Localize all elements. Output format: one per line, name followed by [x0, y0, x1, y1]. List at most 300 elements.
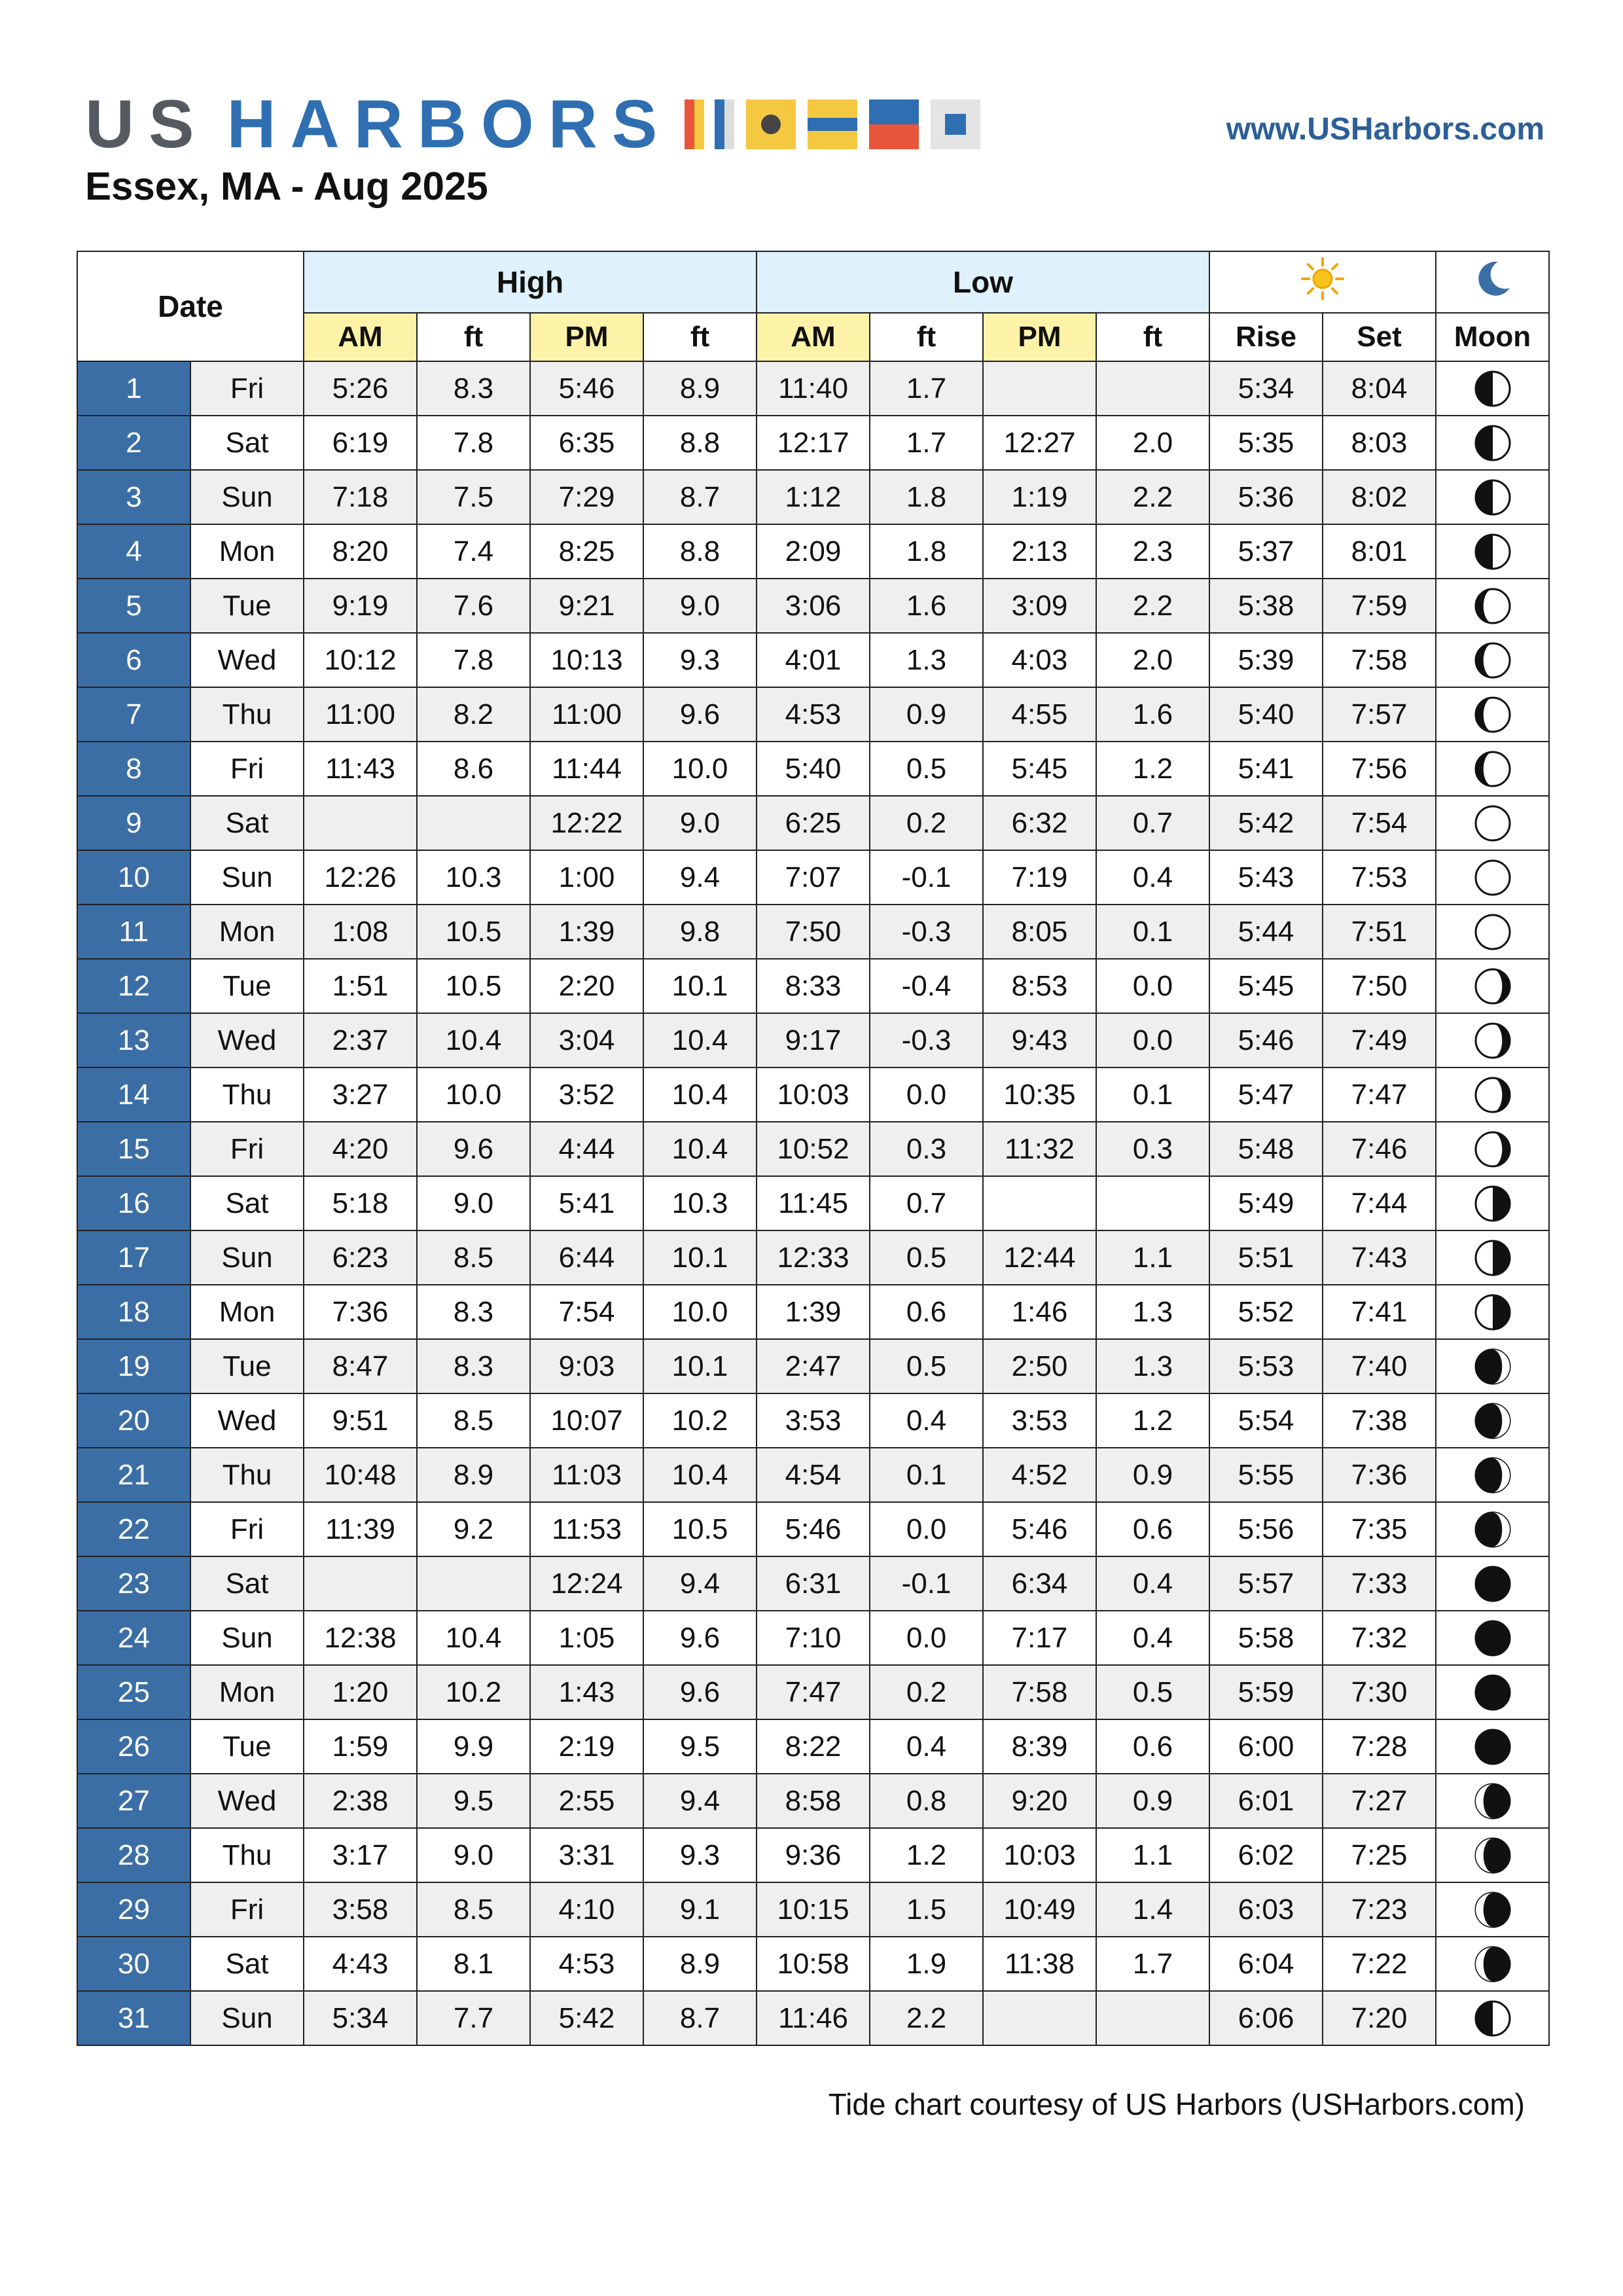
weekday-cell: Thu: [190, 687, 304, 742]
low-header: Low: [757, 251, 1209, 313]
sunset-cell: 7:23: [1323, 1882, 1436, 1937]
low-pm-time-cell: 11:38: [983, 1937, 1096, 1991]
date-header: Date: [77, 251, 304, 361]
signal-flags-icon: [685, 99, 980, 149]
high-pm-height-cell: 10.5: [643, 1502, 757, 1556]
day-number-cell: 21: [77, 1448, 190, 1502]
low-am-height-cell: 0.5: [870, 1339, 983, 1393]
low-pm-height-cell: 0.9: [1096, 1774, 1209, 1828]
low-am-height-cell: 1.6: [870, 579, 983, 633]
high-am-height-cell: 10.5: [417, 905, 530, 959]
high-am-time-cell: [304, 796, 417, 850]
low-am-height-cell: 1.8: [870, 524, 983, 579]
weekday-cell: Sat: [190, 796, 304, 850]
low-pm-height-cell: 1.1: [1096, 1828, 1209, 1882]
logo-us-text: US: [85, 86, 209, 162]
high-pm-time-cell: 5:42: [530, 1991, 643, 2045]
low-am-time-cell: 5:40: [757, 742, 870, 796]
weekday-cell: Wed: [190, 633, 304, 687]
sunset-cell: 8:04: [1323, 361, 1436, 416]
low-am-height-cell: 0.8: [870, 1774, 983, 1828]
day-number-cell: 13: [77, 1013, 190, 1067]
sunset-cell: 7:44: [1323, 1176, 1436, 1230]
weekday-cell: Sat: [190, 416, 304, 470]
sunset-cell: 7:36: [1323, 1448, 1436, 1502]
day-number-cell: 3: [77, 470, 190, 524]
high-am-time-cell: 8:47: [304, 1339, 417, 1393]
high-am-height-cell: 7.8: [417, 633, 530, 687]
high-am-time-cell: 4:20: [304, 1122, 417, 1176]
low-am-height-cell: -0.1: [870, 1556, 983, 1611]
high-pm-time-cell: 6:44: [530, 1230, 643, 1285]
low-am-height-cell: -0.1: [870, 850, 983, 905]
day-number-cell: 28: [77, 1828, 190, 1882]
table-row: [77, 1502, 1549, 1556]
low-pm-time-cell: 8:05: [983, 905, 1096, 959]
low-pm-time-cell: [983, 1176, 1096, 1230]
moon-phase-icon: [1436, 524, 1549, 579]
high-am-height-cell: 7.8: [417, 416, 530, 470]
low-pm-height-cell: [1096, 1991, 1209, 2045]
day-number-cell: 10: [77, 850, 190, 905]
weekday-cell: Thu: [190, 1067, 304, 1122]
moon-phase-icon: [1436, 361, 1549, 416]
moon-phase-icon: [1436, 1502, 1549, 1556]
low-pm-height-cell: 1.4: [1096, 1882, 1209, 1937]
moon-phase-icon: [1436, 1774, 1549, 1828]
sunrise-cell: 5:34: [1209, 361, 1323, 416]
high-pm-height-cell: 9.4: [643, 1556, 757, 1611]
sunset-header: Set: [1323, 313, 1436, 361]
high-am-time-cell: 12:38: [304, 1611, 417, 1665]
low-pm-height-cell: 2.3: [1096, 524, 1209, 579]
day-number-cell: 26: [77, 1719, 190, 1774]
moon-phase-icon: [1436, 1122, 1549, 1176]
high-pm-time-cell: 8:25: [530, 524, 643, 579]
sunset-cell: 8:03: [1323, 416, 1436, 470]
low-am-height-cell: 2.2: [870, 1991, 983, 2045]
high-am-time-cell: 4:43: [304, 1937, 417, 1991]
low-am-time-cell: 8:58: [757, 1774, 870, 1828]
high-am-height-cell: 8.5: [417, 1882, 530, 1937]
low-pm-time-cell: 10:35: [983, 1067, 1096, 1122]
sunrise-cell: 5:56: [1209, 1502, 1323, 1556]
high-am-height-cell: 8.5: [417, 1393, 530, 1448]
high-am-height-cell: 8.3: [417, 1339, 530, 1393]
day-number-cell: 15: [77, 1122, 190, 1176]
high-pm-height-cell: 9.4: [643, 1774, 757, 1828]
low-am-time-cell: 8:22: [757, 1719, 870, 1774]
sunset-cell: 7:46: [1323, 1122, 1436, 1176]
high-am-time-cell: 11:00: [304, 687, 417, 742]
high-pm-time-cell: 3:52: [530, 1067, 643, 1122]
high-am-height-cell: 8.3: [417, 361, 530, 416]
high-pm-height-cell: 9.6: [643, 687, 757, 742]
high-pm-height-cell: 8.8: [643, 416, 757, 470]
weekday-cell: Thu: [190, 1828, 304, 1882]
high-am-height-cell: 10.3: [417, 850, 530, 905]
high-am-time-cell: 2:38: [304, 1774, 417, 1828]
low-pm-time-cell: 4:55: [983, 687, 1096, 742]
low-am-time-cell: 7:47: [757, 1665, 870, 1719]
moon-phase-icon: [1436, 742, 1549, 796]
weekday-cell: Mon: [190, 524, 304, 579]
weekday-cell: Tue: [190, 579, 304, 633]
low-pm-time-cell: 9:20: [983, 1774, 1096, 1828]
day-number-cell: 1: [77, 361, 190, 416]
weekday-cell: Fri: [190, 1122, 304, 1176]
weekday-cell: Sun: [190, 1611, 304, 1665]
high-am-time-cell: 9:19: [304, 579, 417, 633]
moon-phase-icon: [1436, 1448, 1549, 1502]
sun-icon: [1300, 256, 1346, 302]
high-am-header: AM: [304, 313, 417, 361]
sunrise-cell: 5:54: [1209, 1393, 1323, 1448]
moon-phase-icon: [1436, 959, 1549, 1013]
sunrise-cell: 5:58: [1209, 1611, 1323, 1665]
low-pm-time-cell: 12:27: [983, 416, 1096, 470]
sunrise-cell: 6:01: [1209, 1774, 1323, 1828]
table-row: [77, 633, 1549, 687]
high-pm-height-cell: 9.8: [643, 905, 757, 959]
sunset-cell: 7:22: [1323, 1937, 1436, 1991]
weekday-cell: Mon: [190, 1285, 304, 1339]
high-header: High: [304, 251, 757, 313]
low-am-height-cell: 1.7: [870, 361, 983, 416]
high-pm-time-cell: 5:41: [530, 1176, 643, 1230]
weekday-cell: Sun: [190, 1991, 304, 2045]
table-row: [77, 1665, 1549, 1719]
high-pm-time-cell: 2:55: [530, 1774, 643, 1828]
low-pm-height-cell: 1.7: [1096, 1937, 1209, 1991]
day-number-cell: 12: [77, 959, 190, 1013]
moon-phase-icon: [1436, 1556, 1549, 1611]
high-am-time-cell: 12:26: [304, 850, 417, 905]
moon-phase-icon: [1436, 579, 1549, 633]
high-am-time-cell: 5:18: [304, 1176, 417, 1230]
high-pm-height-cell: 9.3: [643, 633, 757, 687]
low-am-time-cell: 7:07: [757, 850, 870, 905]
sunset-cell: 7:33: [1323, 1556, 1436, 1611]
weekday-cell: Sun: [190, 850, 304, 905]
moon-phase-icon: [1436, 1393, 1549, 1448]
high-pm-height-cell: 8.9: [643, 1937, 757, 1991]
low-am-height-cell: -0.3: [870, 905, 983, 959]
high-pm-time-cell: 1:00: [530, 850, 643, 905]
sunrise-cell: 5:44: [1209, 905, 1323, 959]
high-am-time-cell: 5:34: [304, 1991, 417, 2045]
high-am-height-cell: 10.4: [417, 1013, 530, 1067]
moon-header: Moon: [1436, 313, 1549, 361]
day-number-cell: 27: [77, 1774, 190, 1828]
day-number-cell: 22: [77, 1502, 190, 1556]
day-number-cell: 23: [77, 1556, 190, 1611]
high-am-time-cell: 5:26: [304, 361, 417, 416]
high-pm-height-cell: 9.4: [643, 850, 757, 905]
low-pm-height-cell: 0.5: [1096, 1665, 1209, 1719]
low-am-height-cell: 0.9: [870, 687, 983, 742]
table-row: [77, 470, 1549, 524]
day-number-cell: 19: [77, 1339, 190, 1393]
high-pm-time-cell: 9:03: [530, 1339, 643, 1393]
low-pm-height-cell: 0.7: [1096, 796, 1209, 850]
high-pm-time-cell: 3:04: [530, 1013, 643, 1067]
sunset-cell: 7:57: [1323, 687, 1436, 742]
high-am-height-cell: 8.1: [417, 1937, 530, 1991]
low-am-height-cell: 0.4: [870, 1393, 983, 1448]
weekday-cell: Fri: [190, 1882, 304, 1937]
sunrise-cell: 5:47: [1209, 1067, 1323, 1122]
sunrise-cell: 5:59: [1209, 1665, 1323, 1719]
low-pm-time-cell: 10:03: [983, 1828, 1096, 1882]
high-pm-time-cell: 6:35: [530, 416, 643, 470]
low-pm-height-cell: 0.0: [1096, 959, 1209, 1013]
low-am-height-cell: 0.7: [870, 1176, 983, 1230]
high-am-time-cell: 6:23: [304, 1230, 417, 1285]
low-pm-height-cell: 1.1: [1096, 1230, 1209, 1285]
weekday-cell: Fri: [190, 742, 304, 796]
high-pm-height-cell: 10.4: [643, 1448, 757, 1502]
low-am-time-cell: 2:47: [757, 1339, 870, 1393]
low-pm-height-cell: 0.6: [1096, 1502, 1209, 1556]
low-pm-time-cell: 5:46: [983, 1502, 1096, 1556]
day-number-cell: 6: [77, 633, 190, 687]
high-pm-time-cell: 11:03: [530, 1448, 643, 1502]
sunrise-cell: 5:46: [1209, 1013, 1323, 1067]
high-pm-time-cell: 1:39: [530, 905, 643, 959]
high-am-height-cell: 8.2: [417, 687, 530, 742]
high-pm-height-cell: 9.1: [643, 1882, 757, 1937]
high-pm-height-cell: 9.3: [643, 1828, 757, 1882]
weekday-cell: Sun: [190, 470, 304, 524]
weekday-cell: Tue: [190, 959, 304, 1013]
sunset-cell: 8:01: [1323, 524, 1436, 579]
low-pm-time-cell: 9:43: [983, 1013, 1096, 1067]
low-pm-time-cell: 6:32: [983, 796, 1096, 850]
low-am-time-cell: 1:39: [757, 1285, 870, 1339]
footer-credit: Tide chart courtesy of US Harbors (USHarbors.com): [828, 2087, 1525, 2121]
low-am-height-cell: 0.5: [870, 1230, 983, 1285]
moon-phase-icon: [1436, 633, 1549, 687]
low-am-time-cell: 11:46: [757, 1991, 870, 2045]
low-am-time-cell: 10:15: [757, 1882, 870, 1937]
high-pm-header: PM: [530, 313, 643, 361]
high-am-time-cell: 1:08: [304, 905, 417, 959]
table-row: [77, 1611, 1549, 1665]
low-am-time-cell: 4:53: [757, 687, 870, 742]
high-am-time-cell: 1:20: [304, 1665, 417, 1719]
day-number-cell: 7: [77, 687, 190, 742]
moon-phase-icon: [1436, 850, 1549, 905]
low-pm-height-cell: 0.3: [1096, 1122, 1209, 1176]
page-title: Essex, MA - Aug 2025: [85, 164, 488, 208]
sunrise-cell: 5:52: [1209, 1285, 1323, 1339]
low-am-height-cell: 0.0: [870, 1611, 983, 1665]
low-am-time-cell: 6:31: [757, 1556, 870, 1611]
high-am-height-cell: [417, 1556, 530, 1611]
low-am-time-cell: 8:33: [757, 959, 870, 1013]
high-am-height-cell: 8.5: [417, 1230, 530, 1285]
sunset-cell: 7:20: [1323, 1991, 1436, 2045]
high-pm-time-cell: 4:44: [530, 1122, 643, 1176]
low-pm-height-cell: 2.0: [1096, 416, 1209, 470]
low-pm-time-cell: 7:58: [983, 1665, 1096, 1719]
low-am-time-cell: 5:46: [757, 1502, 870, 1556]
low-pm-time-cell: 7:17: [983, 1611, 1096, 1665]
high-am-time-cell: 2:37: [304, 1013, 417, 1067]
high-am-height-cell: 10.4: [417, 1611, 530, 1665]
high-am-time-cell: 7:36: [304, 1285, 417, 1339]
weekday-cell: Wed: [190, 1013, 304, 1067]
high-am-time-cell: 3:27: [304, 1067, 417, 1122]
sunset-cell: 8:02: [1323, 470, 1436, 524]
day-number-cell: 25: [77, 1665, 190, 1719]
high-am-height-cell: 10.0: [417, 1067, 530, 1122]
table-row: [77, 796, 1549, 850]
day-number-cell: 24: [77, 1611, 190, 1665]
low-pm-header: PM: [983, 313, 1096, 361]
high-pm-time-cell: 3:31: [530, 1828, 643, 1882]
site-link[interactable]: www.USHarbors.com: [1226, 112, 1544, 147]
sunrise-cell: 6:04: [1209, 1937, 1323, 1991]
moon-phase-icon: [1436, 1013, 1549, 1067]
high-pm-height-cell: 10.1: [643, 1230, 757, 1285]
moon-phase-icon: [1436, 905, 1549, 959]
low-pm-time-cell: 8:53: [983, 959, 1096, 1013]
high-pm-time-cell: 5:46: [530, 361, 643, 416]
low-pm-height-cell: [1096, 361, 1209, 416]
high-am-height-cell: 9.0: [417, 1176, 530, 1230]
low-pm-height-cell: 1.3: [1096, 1339, 1209, 1393]
sunrise-cell: 6:02: [1209, 1828, 1323, 1882]
low-pm-height-cell: 2.0: [1096, 633, 1209, 687]
table-row: [77, 959, 1549, 1013]
high-am-height-cell: 10.5: [417, 959, 530, 1013]
moon-phase-icon: [1436, 1611, 1549, 1665]
low-am-height-cell: 0.0: [870, 1502, 983, 1556]
low-am-time-cell: 11:45: [757, 1176, 870, 1230]
low-am-time-cell: 10:03: [757, 1067, 870, 1122]
weekday-cell: Wed: [190, 1393, 304, 1448]
low-am-height-cell: 0.6: [870, 1285, 983, 1339]
high-pm-height-cell: 8.8: [643, 524, 757, 579]
weekday-cell: Mon: [190, 905, 304, 959]
table-row: [77, 1448, 1549, 1502]
sunrise-cell: 5:55: [1209, 1448, 1323, 1502]
high-am-time-cell: 10:12: [304, 633, 417, 687]
moon-group-header: [1436, 251, 1549, 313]
low-am-time-cell: 6:25: [757, 796, 870, 850]
sunrise-cell: 5:39: [1209, 633, 1323, 687]
sunset-cell: 7:53: [1323, 850, 1436, 905]
sunset-cell: 7:38: [1323, 1393, 1436, 1448]
table-row: [77, 905, 1549, 959]
table-row: [77, 1122, 1549, 1176]
low-am-height-cell: 0.1: [870, 1448, 983, 1502]
low-am-height-cell: 0.5: [870, 742, 983, 796]
high-am-time-cell: 7:18: [304, 470, 417, 524]
moon-phase-icon: [1436, 1230, 1549, 1285]
low-am-height-cell: 1.9: [870, 1937, 983, 1991]
high-am-time-cell: 11:39: [304, 1502, 417, 1556]
low-pm-height-cell: 0.4: [1096, 1611, 1209, 1665]
low-am-height-cell: 1.2: [870, 1828, 983, 1882]
table-row: [77, 1393, 1549, 1448]
moon-phase-icon: [1436, 687, 1549, 742]
table-row: [77, 416, 1549, 470]
sunrise-cell: 5:53: [1209, 1339, 1323, 1393]
high-pm-height-cell: 10.4: [643, 1122, 757, 1176]
high-am-height-cell: 9.9: [417, 1719, 530, 1774]
sunrise-cell: 5:43: [1209, 850, 1323, 905]
sunset-cell: 7:58: [1323, 633, 1436, 687]
low-am-time-cell: 9:17: [757, 1013, 870, 1067]
low-am-time-cell: 10:52: [757, 1122, 870, 1176]
table-row: [77, 1339, 1549, 1393]
high-am-height-cell: 9.0: [417, 1828, 530, 1882]
moon-phase-icon: [1436, 796, 1549, 850]
sunset-cell: 7:59: [1323, 579, 1436, 633]
table-row: [77, 1937, 1549, 1991]
table-row: [77, 361, 1549, 416]
sunrise-cell: 6:03: [1209, 1882, 1323, 1937]
low-am-time-cell: 1:12: [757, 470, 870, 524]
low-am-height-cell: 1.3: [870, 633, 983, 687]
table-row: [77, 1991, 1549, 2045]
weekday-cell: Mon: [190, 1665, 304, 1719]
low-pm-time-cell: 4:52: [983, 1448, 1096, 1502]
high-am-height-cell: 8.6: [417, 742, 530, 796]
sun-header: [1209, 251, 1436, 313]
sunrise-cell: 5:35: [1209, 416, 1323, 470]
weekday-cell: Wed: [190, 1774, 304, 1828]
high-am-height-cell: 9.6: [417, 1122, 530, 1176]
weekday-cell: Sat: [190, 1556, 304, 1611]
high-pm-time-cell: 12:24: [530, 1556, 643, 1611]
sunset-cell: 7:40: [1323, 1339, 1436, 1393]
sunrise-header: Rise: [1209, 313, 1323, 361]
low-pm-height-cell: 0.4: [1096, 850, 1209, 905]
tide-table: [77, 251, 1550, 2046]
high-am-height-cell: 9.2: [417, 1502, 530, 1556]
high-am-time-cell: 6:19: [304, 416, 417, 470]
table-row: [77, 579, 1549, 633]
sunrise-cell: 5:37: [1209, 524, 1323, 579]
low-pm-time-cell: 5:45: [983, 742, 1096, 796]
us-harbors-logo[interactable]: [85, 86, 980, 162]
sunset-cell: 7:56: [1323, 742, 1436, 796]
low-pm-time-cell: 2:50: [983, 1339, 1096, 1393]
table-row: [77, 1774, 1549, 1828]
low-am-height-cell: 0.2: [870, 796, 983, 850]
high-pm-time-cell: 7:54: [530, 1285, 643, 1339]
high-pm-height-cell: 8.7: [643, 470, 757, 524]
low-am-header: AM: [757, 313, 870, 361]
low-pm-height-cell: 1.2: [1096, 742, 1209, 796]
moon-phase-icon: [1436, 1285, 1549, 1339]
sunrise-cell: 5:49: [1209, 1176, 1323, 1230]
low-pm-time-cell: [983, 1991, 1096, 2045]
high-am-height-cell: 7.6: [417, 579, 530, 633]
high-pm-time-cell: 2:20: [530, 959, 643, 1013]
high-am-time-cell: 10:48: [304, 1448, 417, 1502]
sunset-cell: 7:32: [1323, 1611, 1436, 1665]
low-am-height-cell: 0.2: [870, 1665, 983, 1719]
weekday-cell: Fri: [190, 361, 304, 416]
low-pm-height-cell: 0.0: [1096, 1013, 1209, 1067]
high-pm-ft-header: ft: [643, 313, 757, 361]
day-number-cell: 16: [77, 1176, 190, 1230]
